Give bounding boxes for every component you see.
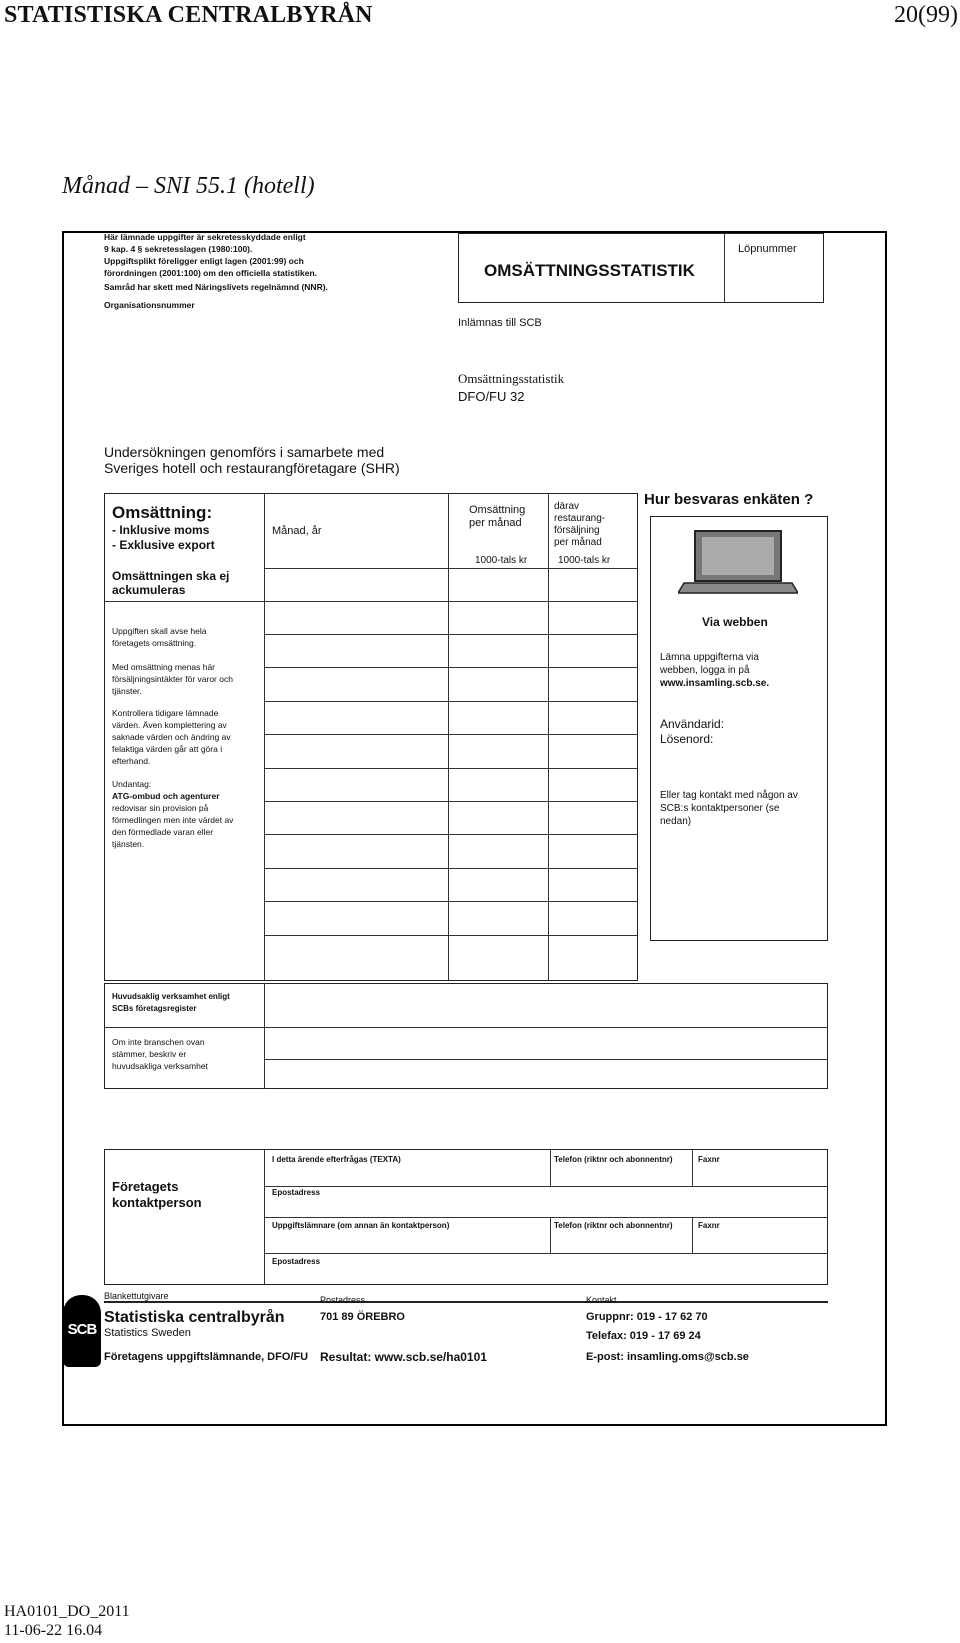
col-month: Månad, år [272, 525, 322, 537]
turnover-excl: - Exklusive export [112, 538, 215, 552]
survey-line2: Sveriges hotell och restaurangföretagare (SHR) [104, 460, 400, 476]
contact-email: Epostadress [272, 1188, 321, 1197]
result-link[interactable]: Resultat: www.scb.se/ha0101 [320, 1350, 487, 1364]
email-address[interactable]: E-post: insamling.oms@scb.se [586, 1351, 749, 1363]
footer-timestamp: 11-06-22 16.04 [4, 1622, 103, 1639]
contact-fax2: Faxnr [698, 1221, 720, 1230]
group-phone: Gruppnr: 019 - 17 62 70 [586, 1311, 708, 1323]
activity-other: Om inte branschen ovan stämmer, beskriv er huvudsakliga verksamhet [112, 1037, 208, 1071]
turnover-note3: Kontrollera tidigare lämnade värden. Även komplettering av saknade värden och ändring av felaktiga värden går att göra i efterhand. [112, 708, 231, 766]
via-web: Via webben [702, 615, 768, 629]
turnover-heading: Omsättning: [112, 503, 213, 522]
turnover-not-accum: Omsättningen ska ej ackumuleras [112, 569, 230, 597]
address-line2: DFO/FU 32 [458, 389, 525, 404]
contact-fax: Faxnr [698, 1155, 720, 1164]
contact-phone2: Telefon (riktnr och abonnentnr) [554, 1221, 673, 1230]
footer-left: Företagens uppgiftslämnande, DFO/FU [104, 1351, 309, 1363]
contact-phone: Telefon (riktnr och abonnentnr) [554, 1155, 673, 1164]
lopnummer-label: Löpnummer [738, 243, 797, 255]
scb-en: Statistics Sweden [104, 1327, 191, 1339]
contact-text: Eller tag kontakt med någon av SCB:s kontaktpersoner (se nedan) [660, 790, 798, 827]
survey-line1: Undersökningen genomförs i samarbete med [104, 444, 385, 460]
header-page-number: 20(99) [894, 2, 958, 28]
contact-label: Kontakt [586, 1295, 617, 1305]
turnover-note1: Uppgiften skall avse hela företagets omsättning. [112, 626, 207, 648]
legal-text: Här lämnade uppgifter är sekretesskyddade enligt 9 kap. 4 § sekretesslagen (1980:100). Uppgiftsplikt föreligger enligt lagen (2001:99) och förordningen (2001:100) om den officiella statistiken. Samråd har skett med Näringslivets regelnämnd (NNR). [104, 232, 328, 292]
telefax: Telefax: 019 - 17 69 24 [586, 1330, 701, 1342]
submit-to: Inlämnas till SCB [458, 317, 542, 329]
turnover-note4: Undantag: ATG-ombud och agenturer redovisar sin provision på förmedlingen men inte värdet av den förmedlade varan eller tjänsten. [112, 779, 234, 849]
laptop-icon [678, 527, 798, 599]
contact-q1: I detta ärende efterfrågas (TEXTA) [272, 1155, 401, 1164]
web-text: Lämna uppgifterna via webben, logga in på www.insamling.scb.se. [660, 652, 770, 689]
credentials: Användarid: Lösenord: [660, 717, 725, 746]
scanned-form [62, 231, 887, 1426]
header-org: STATISTISKA CENTRALBYRÅN [4, 2, 373, 28]
turnover-note2: Med omsättning menas här försäljningsintäkter för varor och tjänster. [112, 662, 233, 696]
col-unit2: 1000-tals kr [558, 555, 611, 566]
col-per-month: Omsättning per månad [469, 504, 526, 529]
how-heading: Hur besvaras enkäten ? [644, 491, 814, 508]
contact-email2: Epostadress [272, 1257, 321, 1266]
scb-logo-icon: SCB [63, 1295, 101, 1367]
post-label: Postadress [320, 1295, 366, 1305]
issuer-label: Blankettutgivare [104, 1291, 169, 1301]
col-restaurant: därav restaurang- försäljning per månad [554, 501, 606, 548]
post-address: 701 89 ÖREBRO [320, 1311, 405, 1323]
address-line1: Omsättningsstatistik [458, 371, 565, 386]
scb-name: Statistiska centralbyrån [104, 1309, 285, 1326]
turnover-incl: - Inklusive moms [112, 523, 210, 537]
activity-main: Huvudsaklig verksamhet enligt SCBs företagsregister [112, 992, 230, 1013]
form-title: OMSÄTTNINGSSTATISTIK [484, 261, 695, 280]
footer-doc-id: HA0101_DO_2011 [4, 1603, 130, 1620]
org-number-label: Organisationsnummer [104, 300, 195, 310]
contact-q2: Uppgiftslämnare (om annan än kontaktperson) [272, 1221, 450, 1230]
page-subtitle: Månad – SNI 55.1 (hotell) [62, 173, 315, 199]
contact-heading: Företagets kontaktperson [112, 1179, 202, 1210]
col-unit1: 1000-tals kr [475, 555, 528, 566]
